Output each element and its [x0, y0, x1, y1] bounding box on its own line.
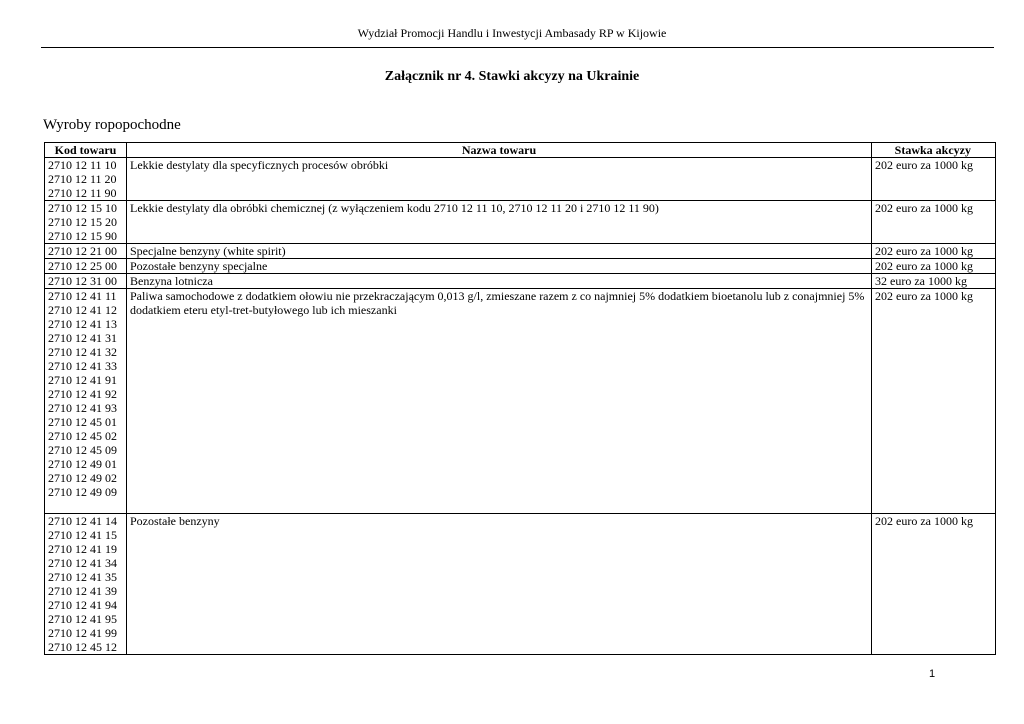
product-code: 2710 12 31 00	[48, 274, 117, 288]
product-code-cell	[45, 259, 127, 274]
excise-rate-cell: 202 euro za 1000 kg	[872, 244, 996, 259]
excise-rate-cell: 202 euro za 1000 kg	[872, 158, 996, 201]
product-name-cell: Specjalne benzyny (white spirit)	[127, 244, 872, 259]
product-code: 2710 12 41 19	[48, 542, 117, 556]
product-code-cell	[45, 289, 127, 514]
table-row	[45, 158, 996, 201]
product-code: 2710 12 41 14	[48, 514, 117, 528]
product-code: 2710 12 11 20	[48, 172, 117, 186]
product-name-cell: Lekkie destylaty dla specyficznych procesów obróbki	[127, 158, 872, 201]
product-code: 2710 12 45 09	[48, 443, 117, 457]
product-name-cell: Pozostałe benzyny	[127, 514, 872, 655]
table-row	[45, 289, 996, 514]
product-code: 2710 12 49 01	[48, 457, 117, 471]
table-row	[45, 201, 996, 244]
page-number: 1	[929, 668, 936, 680]
product-code-cell	[45, 201, 127, 244]
product-code-cell	[45, 158, 127, 201]
product-code: 2710 12 41 33	[48, 359, 117, 373]
product-code: 2710 12 49 02	[48, 471, 117, 485]
product-code: 2710 12 41 92	[48, 387, 117, 401]
column-header-rate: Stawka akcyzy	[872, 143, 996, 158]
product-code-cell	[45, 244, 127, 259]
product-code: 2710 12 49 09	[48, 485, 117, 499]
section-heading: Wyroby ropopochodne	[43, 117, 181, 133]
excise-rate-cell: 202 euro za 1000 kg	[872, 259, 996, 274]
product-code	[48, 499, 123, 513]
product-code: 2710 12 41 99	[48, 626, 117, 640]
product-code-cell	[45, 274, 127, 289]
excise-rate-cell: 202 euro za 1000 kg	[872, 289, 996, 514]
product-code: 2710 12 45 12	[48, 640, 117, 654]
product-code: 2710 12 41 35	[48, 570, 117, 584]
header-divider	[41, 47, 994, 48]
product-code: 2710 12 15 90	[48, 229, 117, 243]
excise-rate-table	[44, 142, 996, 655]
product-code: 2710 12 41 11	[48, 289, 117, 303]
product-code: 2710 12 41 12	[48, 303, 117, 317]
product-code: 2710 12 15 10	[48, 201, 117, 215]
excise-rate-cell: 202 euro za 1000 kg	[872, 201, 996, 244]
product-code: 2710 12 25 00	[48, 259, 117, 273]
table-header-row	[45, 143, 996, 158]
product-code: 2710 12 41 95	[48, 612, 117, 626]
product-name-cell: Pozostałe benzyny specjalne	[127, 259, 872, 274]
table-row	[45, 274, 996, 289]
product-name-cell: Benzyna lotnicza	[127, 274, 872, 289]
product-code: 2710 12 41 32	[48, 345, 117, 359]
table-row	[45, 244, 996, 259]
product-name-cell: Paliwa samochodowe z dodatkiem ołowiu nie przekraczającym 0,013 g/l, zmieszane razem z co najmniej 5% dodatkiem bioetanolu lub z conajmniej 5% dodatkiem eteru etyl-tret-butyłowego lub ich mieszanki	[127, 289, 872, 514]
product-code: 2710 12 45 01	[48, 415, 117, 429]
product-code: 2710 12 41 31	[48, 331, 117, 345]
product-code: 2710 12 41 93	[48, 401, 117, 415]
excise-rate-cell: 32 euro za 1000 kg	[872, 274, 996, 289]
product-code: 2710 12 15 20	[48, 215, 117, 229]
product-code: 2710 12 11 10	[48, 158, 117, 172]
excise-rate-cell: 202 euro za 1000 kg	[872, 514, 996, 655]
product-name-cell: Lekkie destylaty dla obróbki chemicznej (z wyłączeniem kodu 2710 12 11 10, 2710 12 11 20 i 2710 12 11 90)	[127, 201, 872, 244]
column-header-code: Kod towaru	[45, 143, 127, 158]
product-code: 2710 12 21 00	[48, 244, 117, 258]
product-code: 2710 12 41 91	[48, 373, 117, 387]
product-code: 2710 12 41 15	[48, 528, 117, 542]
page-header: Wydział Promocji Handlu i Inwestycji Ambasady RP w Kijowie	[357, 26, 667, 40]
document-title: Załącznik nr 4. Stawki akcyzy na Ukrainie	[384, 69, 640, 84]
product-code: 2710 12 45 02	[48, 429, 117, 443]
table-body	[45, 158, 996, 655]
product-code: 2710 12 41 39	[48, 584, 117, 598]
product-code: 2710 12 41 13	[48, 317, 117, 331]
product-code: 2710 12 11 90	[48, 186, 117, 200]
product-code-cell	[45, 514, 127, 655]
table-row	[45, 259, 996, 274]
product-code: 2710 12 41 94	[48, 598, 117, 612]
column-header-name: Nazwa towaru	[127, 143, 872, 158]
product-code: 2710 12 41 34	[48, 556, 117, 570]
table-row	[45, 514, 996, 655]
